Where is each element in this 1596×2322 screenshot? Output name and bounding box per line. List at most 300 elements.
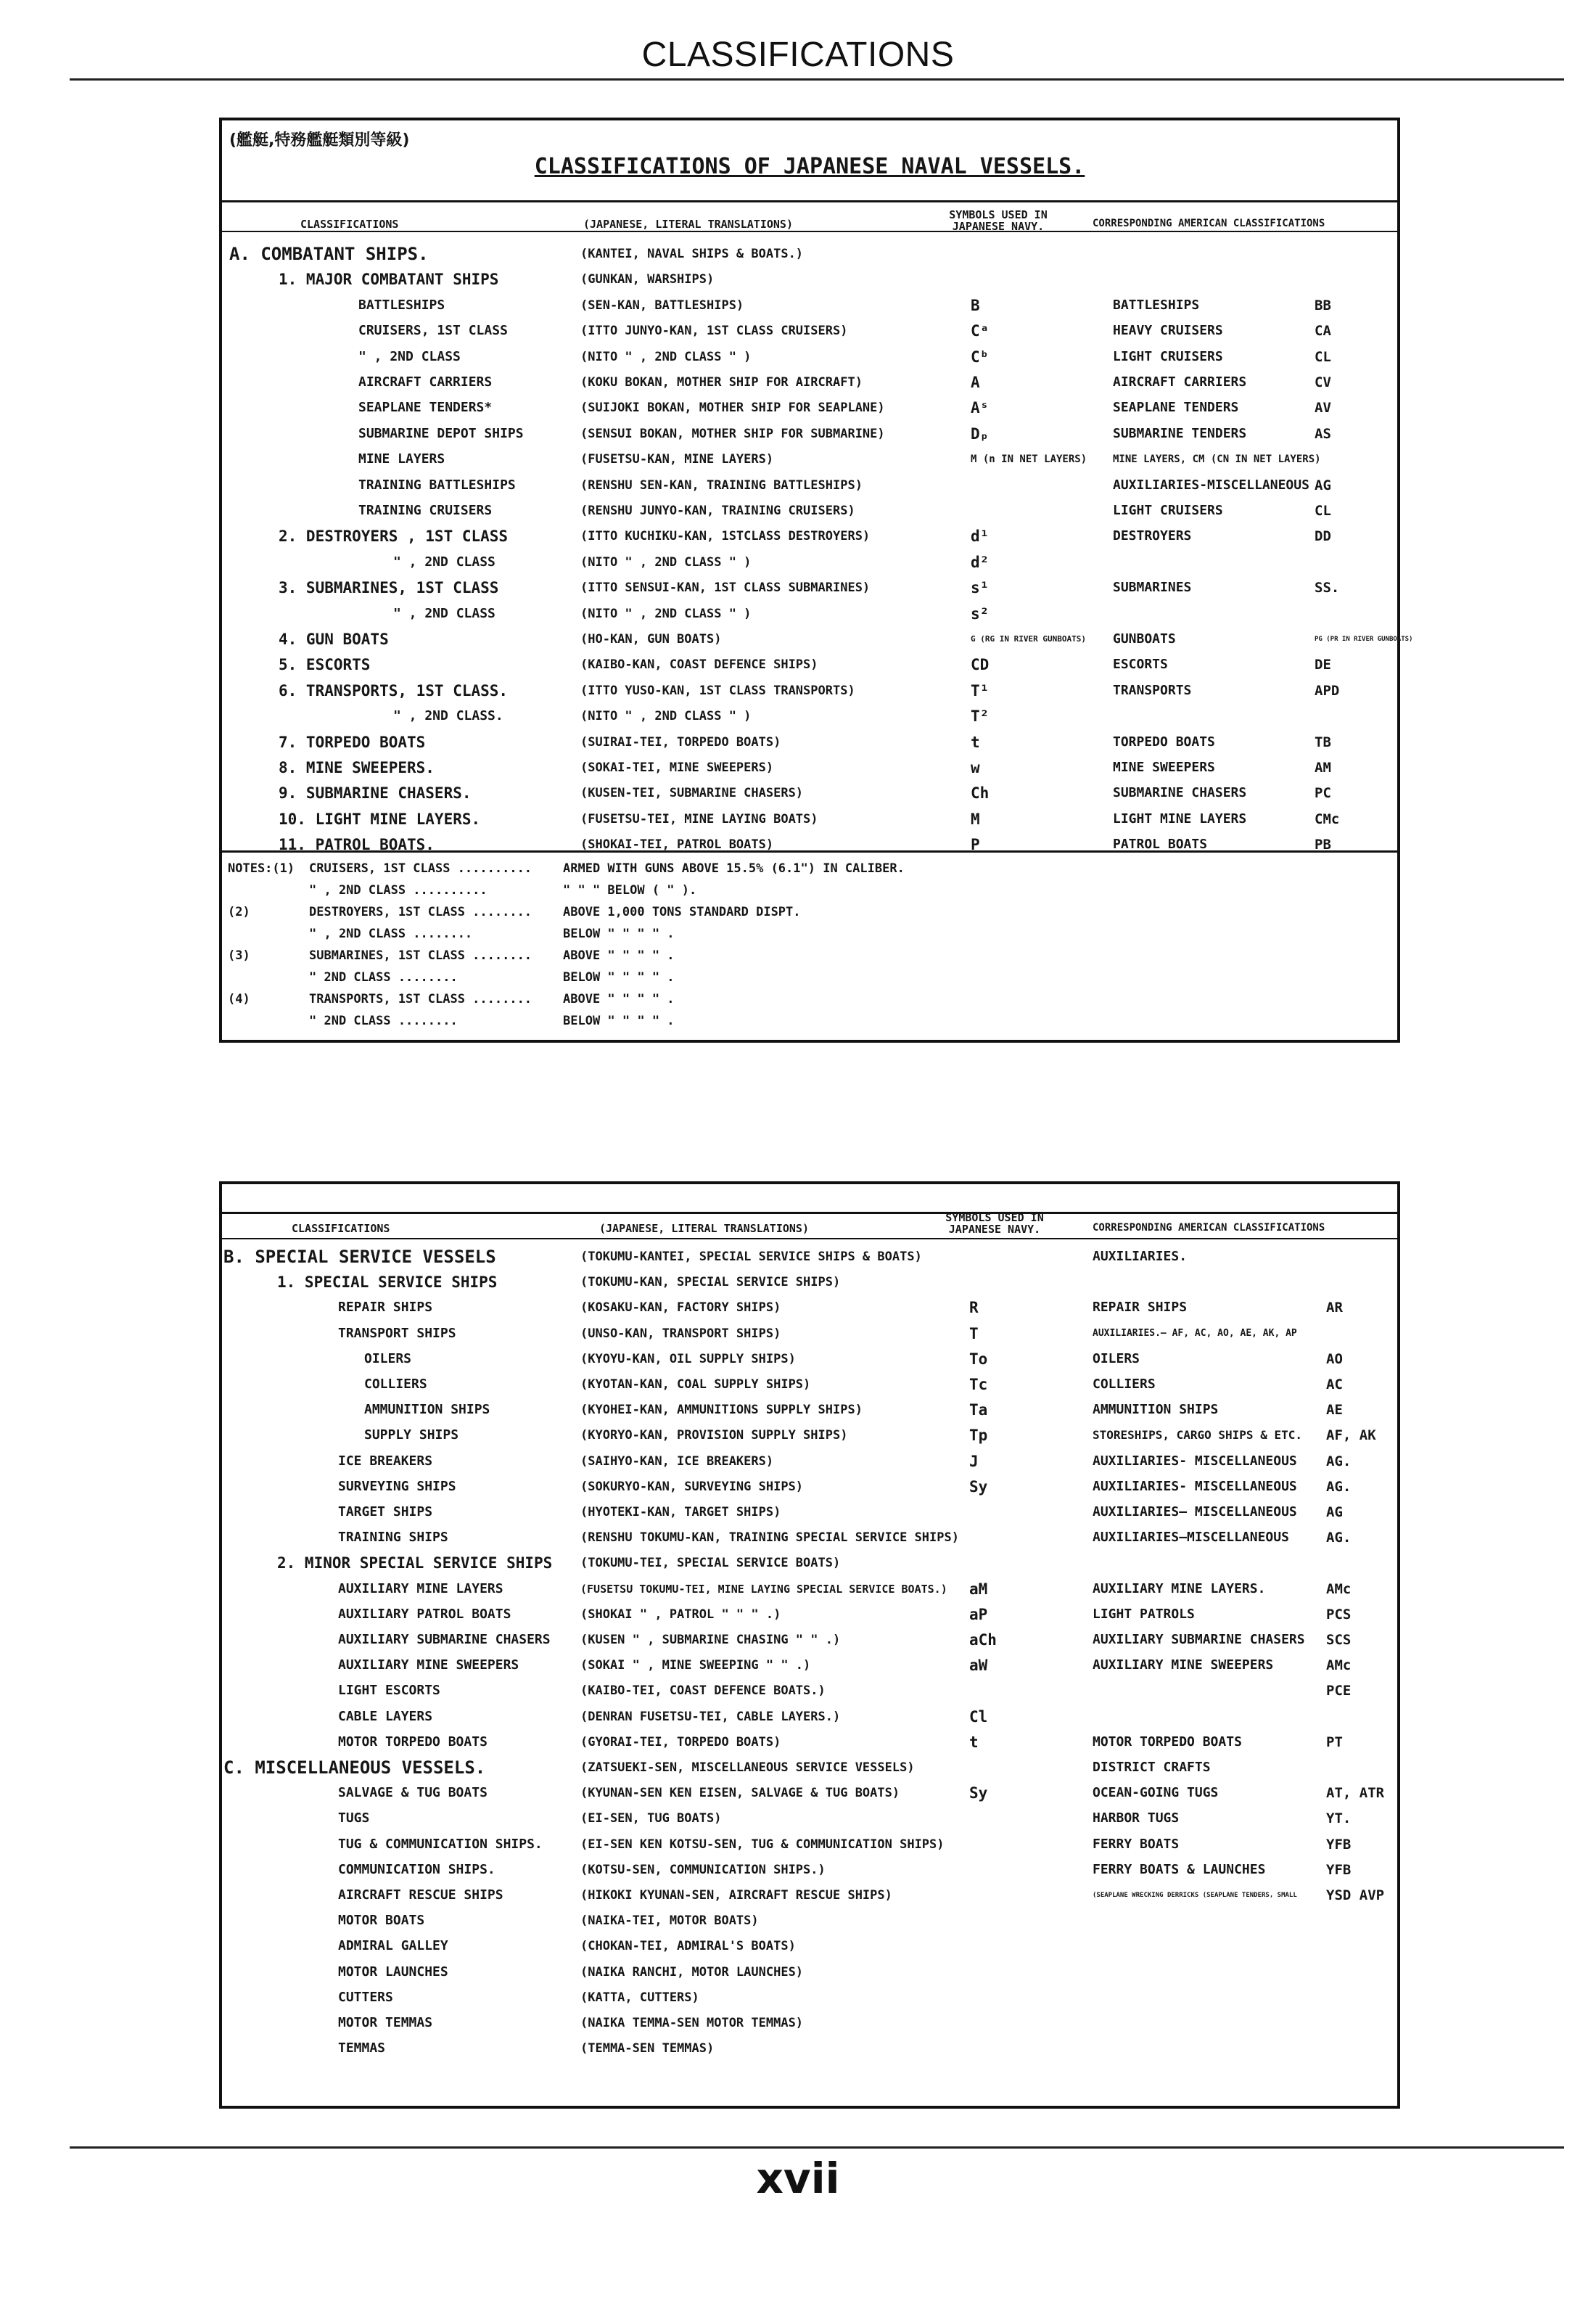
american-class-cell: AMMUNITION SHIPS <box>1093 1402 1219 1418</box>
american-class-cell: FERRY BOATS <box>1093 1836 1180 1852</box>
japanese-name-cell: (NITO " , 2ND CLASS " ) <box>580 709 752 724</box>
symbol-cell: T¹ <box>971 681 990 700</box>
japanese-name-cell: (SAIHYO-KAN, ICE BREAKERS) <box>580 1453 774 1469</box>
japanese-name-cell: (NAIKA-TEI, MOTOR BOATS) <box>580 1913 759 1929</box>
classification-cell: 5. ESCORTS <box>279 656 371 674</box>
table-row <box>222 1755 1397 1781</box>
japanese-name-cell: (ITTO YUSO-KAN, 1ST CLASS TRANSPORTS) <box>580 683 855 698</box>
classification-cell: TRAINING SHIPS <box>338 1530 448 1546</box>
american-class-cell: OILERS <box>1093 1350 1140 1366</box>
japanese-name-cell: (HYOTEKI-KAN, TARGET SHIPS) <box>580 1505 781 1519</box>
symbol-cell: d¹ <box>971 528 990 546</box>
american-abbr-cell: APD <box>1315 682 1340 699</box>
table-row <box>222 1780 1397 1806</box>
japanese-name-cell: (KUSEN-TEI, SUBMARINE CHASERS) <box>580 786 804 801</box>
american-abbr-cell: CMc <box>1315 811 1340 827</box>
note-class: TRANSPORTS, 1ST CLASS ........ <box>309 992 532 1006</box>
japanese-name-cell: (ITTO SENSUI-KAN, 1ST CLASS SUBMARINES) <box>580 580 871 596</box>
footer-rule <box>70 2146 1564 2149</box>
note-row <box>222 967 1397 988</box>
american-abbr-cell: YT. <box>1326 1810 1352 1827</box>
american-abbr-cell: CV <box>1315 374 1331 390</box>
note-row <box>222 879 1397 901</box>
classification-cell: COMMUNICATION SHIPS. <box>338 1861 495 1877</box>
column-headers <box>222 1212 1397 1234</box>
table-row <box>222 652 1397 678</box>
classification-cell: ADMIRAL GALLEY <box>338 1938 448 1954</box>
american-class-cell: MOTOR TORPEDO BOATS <box>1093 1734 1242 1749</box>
american-abbr-cell: AG. <box>1326 1453 1352 1469</box>
classification-cell: LIGHT ESCORTS <box>338 1683 440 1699</box>
japanese-name-cell: (KYUNAN-SEN KEN EISEN, SALVAGE & TUG BOATS) <box>580 1786 900 1801</box>
american-class-cell: DISTRICT CRAFTS <box>1093 1760 1211 1775</box>
american-class-cell: SEAPLANE TENDERS <box>1113 400 1239 416</box>
classification-cell: 11. PATROL BOATS. <box>279 836 435 854</box>
japanese-name-cell: (KUSEN " , SUBMARINE CHASING " " .) <box>580 1633 841 1647</box>
american-class-cell: BATTLESHIPS <box>1113 297 1200 313</box>
symbol-cell: M <box>971 810 980 828</box>
note-text: ARMED WITH GUNS ABOVE 15.5% (6.1") IN CALIBER. <box>563 861 905 876</box>
classification-cell: AUXILIARY PATROL BOATS <box>338 1606 511 1622</box>
american-class-cell: LIGHT MINE LAYERS <box>1113 811 1247 826</box>
american-abbr-cell: YSD AVP <box>1326 1887 1385 1903</box>
japanese-name-cell: (KYOHEI-KAN, AMMUNITIONS SUPPLY SHIPS) <box>580 1403 863 1418</box>
table-row <box>222 1704 1397 1730</box>
japanese-name-cell: (NAIKA RANCHI, MOTOR LAUNCHES) <box>580 1964 804 1980</box>
title-divider <box>222 200 1397 202</box>
classification-cell: BATTLESHIPS <box>358 297 445 313</box>
table-row <box>222 1831 1397 1858</box>
symbol-cell: aP <box>969 1605 988 1623</box>
classification-cell: AMMUNITION SHIPS <box>364 1402 490 1418</box>
table-row <box>222 626 1413 652</box>
note-number: (2) <box>228 905 250 919</box>
symbol-cell: A <box>971 374 980 391</box>
page-header: CLASSIFICATIONS <box>641 36 955 74</box>
american-abbr-cell: BB <box>1315 297 1331 313</box>
table-row <box>222 1397 1397 1423</box>
table-row <box>222 344 1397 370</box>
symbol-cell: B <box>971 296 980 314</box>
american-class-cell: TRANSPORTS <box>1113 682 1192 698</box>
american-abbr-cell: AS <box>1315 425 1331 442</box>
table-row <box>222 601 1397 627</box>
symbol-cell: M (n IN NET LAYERS) <box>971 454 1087 466</box>
table-row <box>222 1244 1397 1270</box>
american-abbr-cell: YFB <box>1326 1836 1352 1853</box>
american-class-cell: AUXILIARIES-MISCELLANEOUS <box>1113 477 1309 493</box>
classification-cell: TRAINING CRUISERS <box>358 503 493 518</box>
classification-cell: C. MISCELLANEOUS VESSELS. <box>223 1757 486 1778</box>
japanese-name-cell: (HIKOKI KYUNAN-SEN, AIRCRAFT RESCUE SHIPS) <box>580 1888 892 1903</box>
table-row <box>222 1550 1397 1576</box>
table-row <box>222 1729 1397 1755</box>
american-class-cell: SUBMARINE CHASERS <box>1113 785 1247 801</box>
classification-cell: 10. LIGHT MINE LAYERS. <box>279 810 481 828</box>
japanese-name-cell: (SHOKAI " , PATROL " " " .) <box>580 1607 781 1622</box>
classification-cell: " , 2ND CLASS <box>393 605 495 621</box>
table-row <box>222 1857 1397 1883</box>
symbol-cell: Aˢ <box>971 399 990 417</box>
table-row <box>222 1371 1397 1398</box>
classification-cell: " , 2ND CLASS <box>393 554 495 570</box>
symbol-cell: t <box>969 1733 979 1751</box>
note-row <box>222 1010 1397 1032</box>
american-class-cell: AUXILIARIES—MISCELLANEOUS <box>1093 1530 1289 1546</box>
table-row <box>222 1474 1397 1500</box>
symbol-cell: R <box>969 1299 979 1317</box>
col-header-symbols: SYMBOLS USED IN JAPANESE NAVY. <box>949 208 1048 233</box>
japanese-name-cell: (SEN-KAN, BATTLESHIPS) <box>580 298 744 313</box>
classification-cell: 7. TORPEDO BOATS <box>279 733 426 751</box>
table-row <box>222 1295 1397 1321</box>
american-abbr-cell: AF, AK <box>1326 1427 1376 1444</box>
american-class-cell: LIGHT CRUISERS <box>1113 503 1223 518</box>
classification-cell: 8. MINE SWEEPERS. <box>279 759 435 776</box>
american-class-cell: LIGHT CRUISERS <box>1113 348 1223 364</box>
symbol-cell: Cᵇ <box>971 348 990 366</box>
japanese-name-cell: (NAIKA TEMMA-SEN MOTOR TEMMAS) <box>580 2016 804 2030</box>
symbol-cell: Dₚ <box>971 424 990 443</box>
symbol-cell: d² <box>971 553 990 571</box>
american-abbr-cell: DE <box>1315 657 1331 673</box>
combatant-ships-table <box>219 118 1413 1043</box>
japanese-name-cell: (FUSETSU-KAN, MINE LAYERS) <box>580 452 774 467</box>
symbol-cell: s² <box>971 604 990 623</box>
american-class-cell: AIRCRAFT CARRIERS <box>1113 374 1247 390</box>
american-abbr-cell: AO <box>1326 1350 1343 1367</box>
japanese-name-cell: (FUSETSU TOKUMU-TEI, MINE LAYING SPECIAL SERVICE BOATS.) <box>580 1582 947 1596</box>
classification-cell: TEMMAS <box>338 2040 386 2056</box>
table-row <box>222 1499 1397 1525</box>
american-abbr-cell: AM <box>1315 760 1331 776</box>
american-class-cell: HARBOR TUGS <box>1093 1810 1180 1826</box>
classification-cell: MINE LAYERS <box>358 451 445 467</box>
table-row <box>222 1321 1397 1347</box>
classification-cell: CRUISERS, 1ST CLASS <box>358 323 508 339</box>
header-divider <box>222 231 1397 232</box>
table-row <box>222 1678 1397 1704</box>
american-abbr-cell: PCS <box>1326 1606 1352 1622</box>
american-abbr-cell: AG. <box>1326 1478 1352 1495</box>
table-row <box>222 755 1397 781</box>
american-abbr-cell: SCS <box>1326 1632 1352 1648</box>
american-class-cell: STORESHIPS, CARGO SHIPS & ETC. <box>1093 1428 1302 1443</box>
table-row <box>222 678 1397 704</box>
classification-cell: TARGET SHIPS <box>338 1504 433 1519</box>
american-abbr-cell: AR <box>1326 1300 1343 1316</box>
table-row <box>222 2010 1397 2036</box>
note-class: DESTROYERS, 1ST CLASS ........ <box>309 905 532 919</box>
japanese-name-cell: (EI-SEN, TUG BOATS) <box>580 1811 722 1826</box>
symbol-cell: To <box>969 1350 988 1368</box>
table-row <box>222 549 1397 575</box>
american-class-cell: PATROL BOATS <box>1113 837 1208 853</box>
classification-cell: CABLE LAYERS <box>338 1708 433 1724</box>
american-abbr-cell: AE <box>1326 1402 1343 1419</box>
table-row <box>222 1576 1397 1602</box>
american-class-cell: AUXILIARIES. <box>1093 1249 1188 1264</box>
note-class: " , 2ND CLASS ........ <box>309 927 473 941</box>
table-row <box>222 472 1397 499</box>
col-header-japanese: (JAPANESE, LITERAL TRANSLATIONS) <box>599 1222 809 1235</box>
symbol-cell: T² <box>971 707 990 726</box>
col-header-symbols: SYMBOLS USED IN JAPANESE NAVY. <box>945 1211 1044 1236</box>
table-row <box>222 1908 1397 1934</box>
american-class-cell: AUXILIARY MINE LAYERS. <box>1093 1580 1266 1596</box>
classification-cell: 6. TRANSPORTS, 1ST CLASS. <box>279 681 509 700</box>
classification-cell: SUPPLY SHIPS <box>364 1427 459 1443</box>
japanese-name-cell: (KOTSU-SEN, COMMUNICATION SHIPS.) <box>580 1862 826 1877</box>
american-abbr-cell: YFB <box>1326 1861 1352 1878</box>
japanese-name-cell: (HO-KAN, GUN BOATS) <box>580 632 722 647</box>
note-text: ABOVE 1,000 TONS STANDARD DISPT. <box>563 905 801 919</box>
american-class-cell: FERRY BOATS & LAUNCHES <box>1093 1861 1266 1877</box>
japanese-name-cell: (KAIBO-TEI, COAST DEFENCE BOATS.) <box>580 1683 826 1699</box>
note-text: ABOVE " " " " . <box>563 992 675 1006</box>
american-abbr-cell: PCE <box>1326 1683 1352 1699</box>
japanese-name-cell: (SUIRAI-TEI, TORPEDO BOATS) <box>580 734 781 750</box>
symbol-cell: t <box>971 733 980 751</box>
note-text: BELOW " " " " . <box>563 927 675 941</box>
symbol-cell: G (RG IN RIVER GUNBOATS) <box>971 634 1086 644</box>
col-header-classifications: CLASSIFICATIONS <box>300 218 399 231</box>
col-header-japanese: (JAPANESE, LITERAL TRANSLATIONS) <box>583 218 793 231</box>
table-row <box>222 1652 1397 1678</box>
japanese-name-cell: (ITTO JUNYO-KAN, 1ST CLASS CRUISERS) <box>580 324 848 339</box>
classification-cell: A. COMBATANT SHIPS. <box>229 244 429 264</box>
table-row <box>222 1269 1397 1295</box>
classification-cell: SEAPLANE TENDERS* <box>358 400 493 416</box>
symbol-cell: aCh <box>969 1631 997 1649</box>
classification-cell: TRAINING BATTLESHIPS <box>358 477 516 493</box>
symbol-cell: aW <box>969 1657 988 1675</box>
header-divider <box>222 1238 1397 1239</box>
classification-cell: 9. SUBMARINE CHASERS. <box>279 784 472 803</box>
table-row <box>222 780 1397 806</box>
classification-cell: B. SPECIAL SERVICE VESSELS <box>223 1247 496 1267</box>
note-class: CRUISERS, 1ST CLASS .......... <box>309 861 532 876</box>
japanese-name-cell: (SOKURYO-KAN, SURVEYING SHIPS) <box>580 1479 804 1494</box>
american-abbr-cell: CA <box>1315 323 1331 340</box>
japanese-name-cell: (DENRAN FUSETSU-TEI, CABLE LAYERS.) <box>580 1709 841 1724</box>
classification-cell: MOTOR LAUNCHES <box>338 1964 448 1980</box>
note-row <box>222 901 1397 923</box>
classification-cell: MOTOR TORPEDO BOATS <box>338 1734 488 1749</box>
notes-divider <box>222 850 1397 853</box>
japanese-name-cell: (SENSUI BOKAN, MOTHER SHIP FOR SUBMARINE) <box>580 426 885 441</box>
classification-cell: SURVEYING SHIPS <box>338 1478 456 1494</box>
table-row <box>222 832 1397 858</box>
note-number: (3) <box>228 948 250 963</box>
japanese-name-cell: (SHOKAI-TEI, PATROL BOATS) <box>580 837 774 853</box>
note-row <box>222 923 1397 945</box>
table-title: CLASSIFICATIONS OF JAPANESE NAVAL VESSELS. <box>534 154 1085 179</box>
american-abbr-cell: AMc <box>1326 1657 1352 1674</box>
note-number: NOTES:(1) <box>228 861 295 876</box>
japanese-name-cell: (NITO " , 2ND CLASS " ) <box>580 349 752 364</box>
symbol-cell: Sy <box>969 1784 988 1802</box>
american-class-cell: ESCORTS <box>1113 657 1168 673</box>
japanese-name-cell: (NITO " , 2ND CLASS " ) <box>580 554 752 570</box>
note-class: " 2ND CLASS ........ <box>309 1014 458 1028</box>
table-row <box>222 1601 1397 1628</box>
american-abbr-cell: AMc <box>1326 1580 1352 1597</box>
note-text: BELOW " " " " . <box>563 970 675 985</box>
japanese-name-cell: (KOSAKU-KAN, FACTORY SHIPS) <box>580 1300 781 1316</box>
symbol-cell: w <box>971 759 980 776</box>
american-abbr-cell: SS. <box>1315 580 1340 596</box>
japanese-name-cell: (ZATSUEKI-SEN, MISCELLANEOUS SERVICE VESSELS) <box>580 1760 915 1775</box>
note-text: ABOVE " " " " . <box>563 948 675 963</box>
japanese-name-cell: (TOKUMU-KAN, SPECIAL SERVICE SHIPS) <box>580 1275 841 1290</box>
symbol-cell: J <box>969 1452 979 1470</box>
table-row <box>222 292 1397 319</box>
american-class-cell: AUXILIARY SUBMARINE CHASERS <box>1093 1632 1305 1647</box>
japanese-name-cell: (NITO " , 2ND CLASS " ) <box>580 606 752 621</box>
kanji-heading: (艦艇,特務艦艇類別等級) <box>229 131 410 149</box>
american-class-cell: TORPEDO BOATS <box>1113 734 1215 750</box>
classification-cell: AIRCRAFT RESCUE SHIPS <box>338 1887 503 1903</box>
japanese-name-cell: (CHOKAN-TEI, ADMIRAL'S BOATS) <box>580 1939 796 1954</box>
table-row <box>222 1525 1397 1551</box>
american-abbr-cell: AC <box>1326 1377 1343 1392</box>
table-row <box>222 1959 1397 1985</box>
classification-cell: CUTTERS <box>338 1989 393 2005</box>
american-abbr-cell: AG. <box>1326 1530 1352 1546</box>
american-class-cell: MINE LAYERS, CM (CN IN NET LAYERS) <box>1113 454 1321 466</box>
japanese-name-cell: (KOKU BOKAN, MOTHER SHIP FOR AIRCRAFT) <box>580 375 863 390</box>
american-class-cell: COLLIERS <box>1093 1377 1156 1392</box>
japanese-name-cell: (KYOTAN-KAN, COAL SUPPLY SHIPS) <box>580 1377 811 1392</box>
table-row <box>222 575 1397 601</box>
note-row <box>222 945 1397 967</box>
american-abbr-cell: PC <box>1315 785 1331 802</box>
american-class-cell: AUXILIARIES— MISCELLANEOUS <box>1093 1504 1297 1519</box>
classification-cell: " , 2ND CLASS <box>358 348 461 364</box>
american-class-cell: SUBMARINES <box>1113 580 1192 596</box>
japanese-name-cell: (KYORYO-KAN, PROVISION SUPPLY SHIPS) <box>580 1428 848 1443</box>
symbol-cell: T <box>969 1324 979 1342</box>
american-class-cell: SUBMARINE TENDERS <box>1113 425 1247 441</box>
american-abbr-cell: CL <box>1315 503 1331 519</box>
classification-cell: AUXILIARY MINE SWEEPERS <box>338 1657 519 1673</box>
note-number: (4) <box>228 992 250 1006</box>
classification-cell: 2. DESTROYERS , 1ST CLASS <box>279 528 509 546</box>
table-row <box>222 703 1397 729</box>
american-class-cell: GUNBOATS <box>1113 631 1176 647</box>
american-class-cell: AUXILIARIES.— AF, AC, AO, AE, AK, AP <box>1093 1327 1297 1339</box>
table-row <box>222 1933 1397 1959</box>
american-abbr-cell: AG <box>1315 477 1331 493</box>
japanese-name-cell: (RENSHU SEN-KAN, TRAINING BATTLESHIPS) <box>580 477 863 493</box>
japanese-name-cell: (KYOYU-KAN, OIL SUPPLY SHIPS) <box>580 1351 796 1366</box>
japanese-name-cell: (TOKUMU-KANTEI, SPECIAL SERVICE SHIPS & BOATS) <box>580 1250 922 1264</box>
classification-cell: 2. MINOR SPECIAL SERVICE SHIPS <box>277 1554 553 1572</box>
american-class-cell: AUXILIARIES- MISCELLANEOUS <box>1093 1453 1297 1469</box>
classification-cell: ICE BREAKERS <box>338 1453 433 1469</box>
header-rule <box>70 78 1564 81</box>
american-class-cell: MINE SWEEPERS <box>1113 760 1215 775</box>
japanese-name-cell: (SOKAI " , MINE SWEEPING " " .) <box>580 1658 811 1673</box>
classification-cell: 1. MAJOR COMBATANT SHIPS <box>279 271 499 289</box>
american-class-cell: (SEAPLANE WRECKING DERRICKS (SEAPLANE TENDERS, SMALL <box>1093 1892 1297 1899</box>
american-abbr-cell: AG <box>1326 1504 1343 1520</box>
american-abbr-cell: AT, ATR <box>1326 1785 1385 1802</box>
table-row <box>222 2035 1397 2062</box>
classification-cell: AIRCRAFT CARRIERS <box>358 374 493 390</box>
japanese-name-cell: (RENSHU TOKUMU-KAN, TRAINING SPECIAL SERVICE SHIPS) <box>580 1530 959 1546</box>
classification-cell: TRANSPORT SHIPS <box>338 1325 456 1341</box>
japanese-name-cell: (ITTO KUCHIKU-KAN, 1STCLASS DESTROYERS) <box>580 529 871 544</box>
american-abbr-cell: PB <box>1315 837 1331 853</box>
american-class-cell: DESTROYERS <box>1113 528 1192 544</box>
japanese-name-cell: (UNSO-KAN, TRANSPORT SHIPS) <box>580 1326 781 1341</box>
japanese-name-cell: (EI-SEN KEN KOTSU-SEN, TUG & COMMUNICATION SHIPS) <box>580 1837 945 1852</box>
table-row <box>222 421 1397 447</box>
american-abbr-cell: AV <box>1315 400 1331 417</box>
note-text: BELOW " " " " . <box>563 1014 675 1028</box>
table-row <box>222 369 1397 395</box>
japanese-name-cell: (GYORAI-TEI, TORPEDO BOATS) <box>580 1734 781 1749</box>
page-number: xvii <box>756 2154 840 2203</box>
col-header-american: CORRESPONDING AMERICAN CLASSIFICATIONS <box>1093 1222 1325 1234</box>
table-row <box>222 1627 1397 1653</box>
classification-cell: 3. SUBMARINES, 1ST CLASS <box>279 579 499 597</box>
col-header-american: CORRESPONDING AMERICAN CLASSIFICATIONS <box>1093 218 1325 229</box>
japanese-name-cell: (TOKUMU-TEI, SPECIAL SERVICE BOATS) <box>580 1556 841 1571</box>
symbol-cell: Tp <box>969 1427 988 1445</box>
classification-cell: SALVAGE & TUG BOATS <box>338 1785 488 1801</box>
note-class: " , 2ND CLASS .......... <box>309 883 488 898</box>
american-abbr-cell: CL <box>1315 348 1331 365</box>
table-row <box>222 523 1397 549</box>
japanese-name-cell: (SOKAI-TEI, MINE SWEEPERS) <box>580 760 774 775</box>
american-class-cell: REPAIR SHIPS <box>1093 1300 1188 1316</box>
classification-cell: 4. GUN BOATS <box>279 631 389 648</box>
classification-cell: REPAIR SHIPS <box>338 1300 433 1316</box>
column-headers <box>222 209 1397 231</box>
classification-cell: OILERS <box>364 1350 412 1366</box>
classification-cell: AUXILIARY MINE LAYERS <box>338 1580 503 1596</box>
symbol-cell: s¹ <box>971 579 990 597</box>
classification-cell: 1. SPECIAL SERVICE SHIPS <box>277 1273 498 1292</box>
note-class: " 2ND CLASS ........ <box>309 970 458 985</box>
table-row <box>222 395 1397 421</box>
american-class-cell: AUXILIARY MINE SWEEPERS <box>1093 1657 1274 1673</box>
classification-cell: COLLIERS <box>364 1377 427 1392</box>
symbol-cell: Tc <box>969 1376 988 1393</box>
table-row <box>222 318 1397 344</box>
table-row <box>222 1346 1397 1372</box>
classification-cell: AUXILIARY SUBMARINE CHASERS <box>338 1632 551 1647</box>
table-row <box>222 241 1397 267</box>
american-class-cell: HEAVY CRUISERS <box>1113 323 1223 339</box>
table-row <box>222 498 1397 524</box>
japanese-name-cell: (KATTA, CUTTERS) <box>580 1990 699 2005</box>
classification-cell: MOTOR TEMMAS <box>338 2015 433 2030</box>
table-row <box>222 806 1397 832</box>
table-row <box>222 1985 1397 2011</box>
japanese-name-cell: (KAIBO-KAN, COAST DEFENCE SHIPS) <box>580 657 818 673</box>
table-row <box>222 446 1397 472</box>
table-row <box>222 1882 1397 1908</box>
table-row <box>222 266 1397 292</box>
symbol-cell: Cᵃ <box>971 322 990 340</box>
japanese-name-cell: (GUNKAN, WARSHIPS) <box>580 272 715 287</box>
american-abbr-cell: PG (PR IN RIVER GUNBOATS) <box>1315 636 1413 643</box>
symbol-cell: Ta <box>969 1401 988 1419</box>
